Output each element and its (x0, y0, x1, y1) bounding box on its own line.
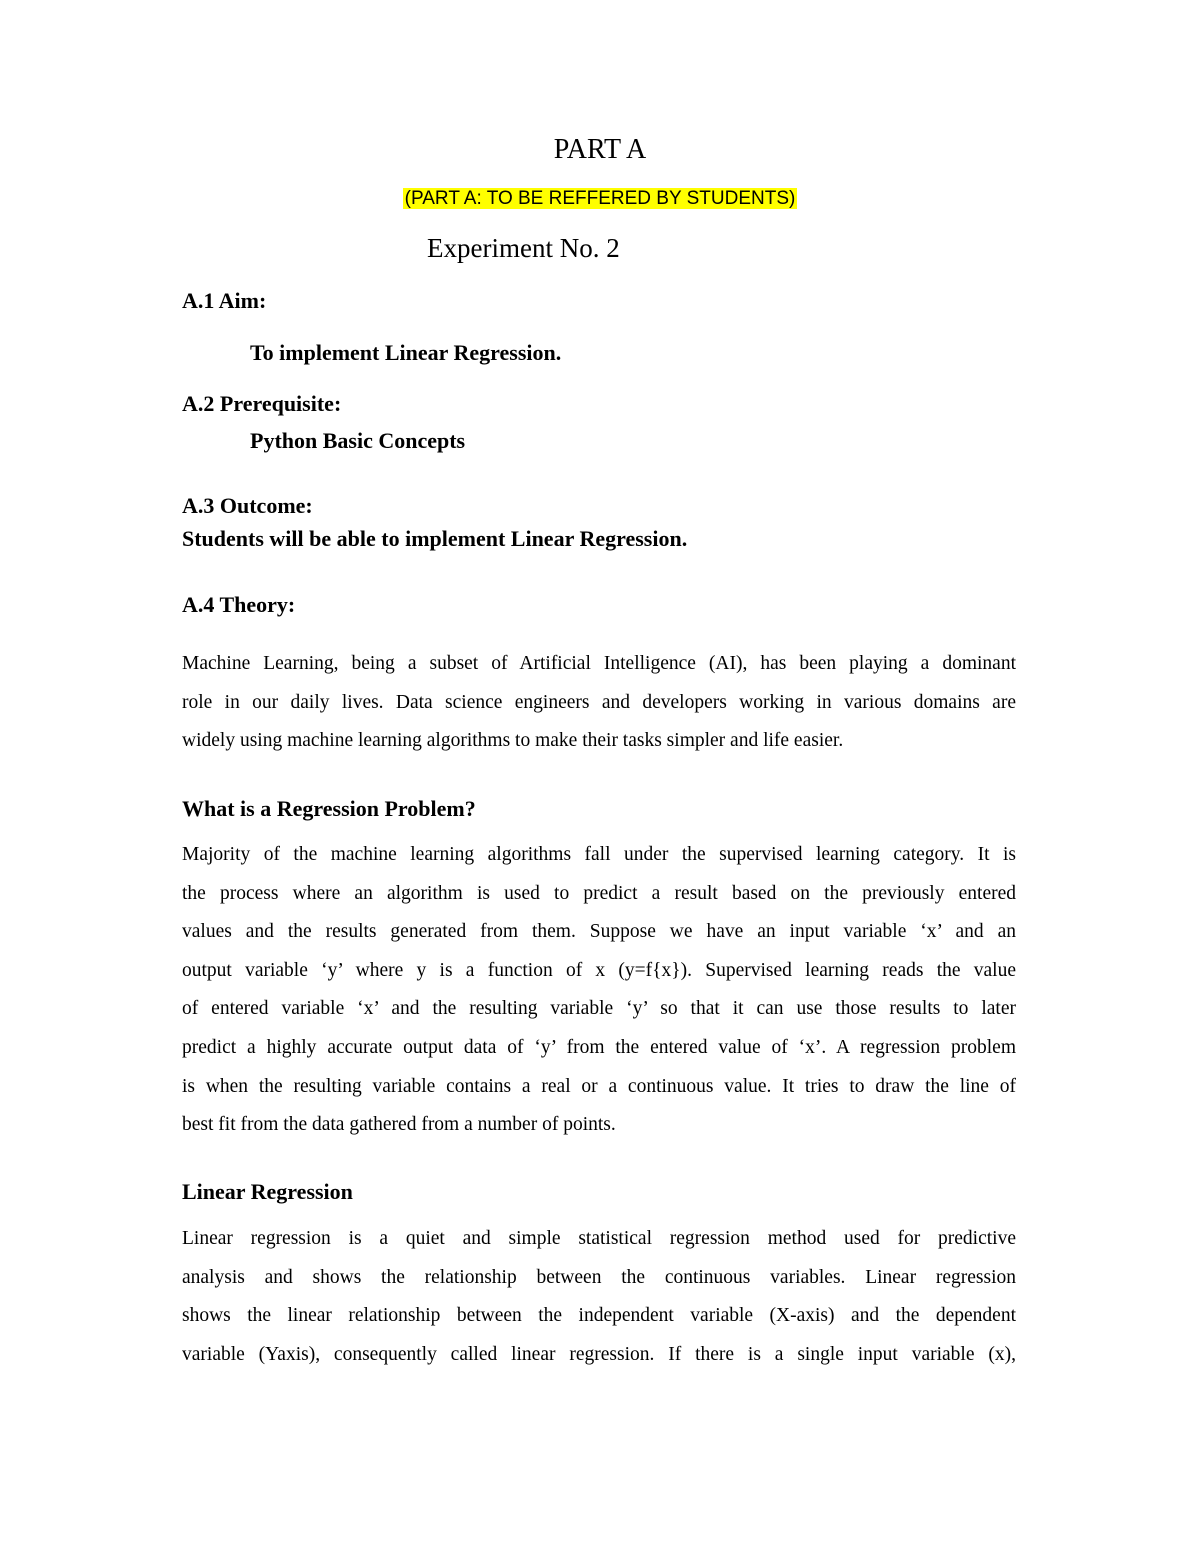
outcome-text: Students will be able to implement Linear Regression. (182, 526, 688, 551)
theory-heading: A.4 Theory: (182, 592, 296, 617)
paragraph-line: Machine Learning, being a subset of Artificial Intelligence (AI), has been playing a dominant (182, 653, 1016, 674)
paragraph-line: widely using machine learning algorithms to make their tasks simpler and life easier. (182, 730, 844, 752)
paragraph-line: Majority of the machine learning algorithms fall under the supervised learning category. It is (182, 844, 1016, 865)
regression-problem-heading: What is a Regression Problem? (182, 796, 476, 821)
prerequisite-heading: A.2 Prerequisite: (182, 391, 342, 416)
outcome-heading: A.3 Outcome: (182, 493, 313, 518)
paragraph-line: is when the resulting variable contains a real or a continuous value. It tries to draw the line of (182, 1075, 1016, 1097)
part-title: PART A (553, 134, 647, 165)
linear-regression-heading: Linear Regression (182, 1179, 353, 1204)
aim-text: To implement Linear Regression. (250, 340, 562, 365)
paragraph-line: best fit from the data gathered from a number of points. (182, 1114, 616, 1136)
paragraph-line: predict a highly accurate output data of ‘y’ from the entered value of ‘x’. A regression problem (182, 1036, 1016, 1058)
paragraph-line: variable (Yaxis), consequently called linear regression. If there is a single input variable (x), (182, 1343, 1016, 1365)
paragraph-line: role in our daily lives. Data science engineers and developers working in various domains are (182, 691, 1016, 713)
paragraph-line: Linear regression is a quiet and simple statistical regression method used for predictive (182, 1228, 1016, 1249)
linear-regression-paragraph (182, 1220, 1016, 1374)
paragraph-line: values and the results generated from them. Suppose we have an input variable ‘x’ and an (182, 921, 1016, 943)
refer-note-highlight: (PART A: TO BE REFFERED BY STUDENTS) (404, 188, 796, 209)
paragraph-line: of entered variable ‘x’ and the resulting variable ‘y’ so that it can use those results to later (182, 998, 1016, 1020)
prerequisite-text: Python Basic Concepts (250, 428, 466, 453)
paragraph-line: shows the linear relationship between the independent variable (X-axis) and the dependent (182, 1305, 1016, 1327)
paragraph-line: analysis and shows the relationship between the continuous variables. Linear regression (182, 1266, 1016, 1288)
refer-note-line (0, 186, 1200, 212)
aim-heading: A.1 Aim: (182, 288, 267, 313)
regression-problem-paragraph (182, 836, 1016, 1145)
paragraph-line: output variable ‘y’ where y is a function of x (y=f{x}). Supervised learning reads the value (182, 959, 1016, 981)
theory-paragraph (182, 645, 1016, 761)
experiment-title: Experiment No. 2 (427, 233, 620, 263)
paragraph-line: the process where an algorithm is used to predict a result based on the previously entered (182, 882, 1016, 904)
